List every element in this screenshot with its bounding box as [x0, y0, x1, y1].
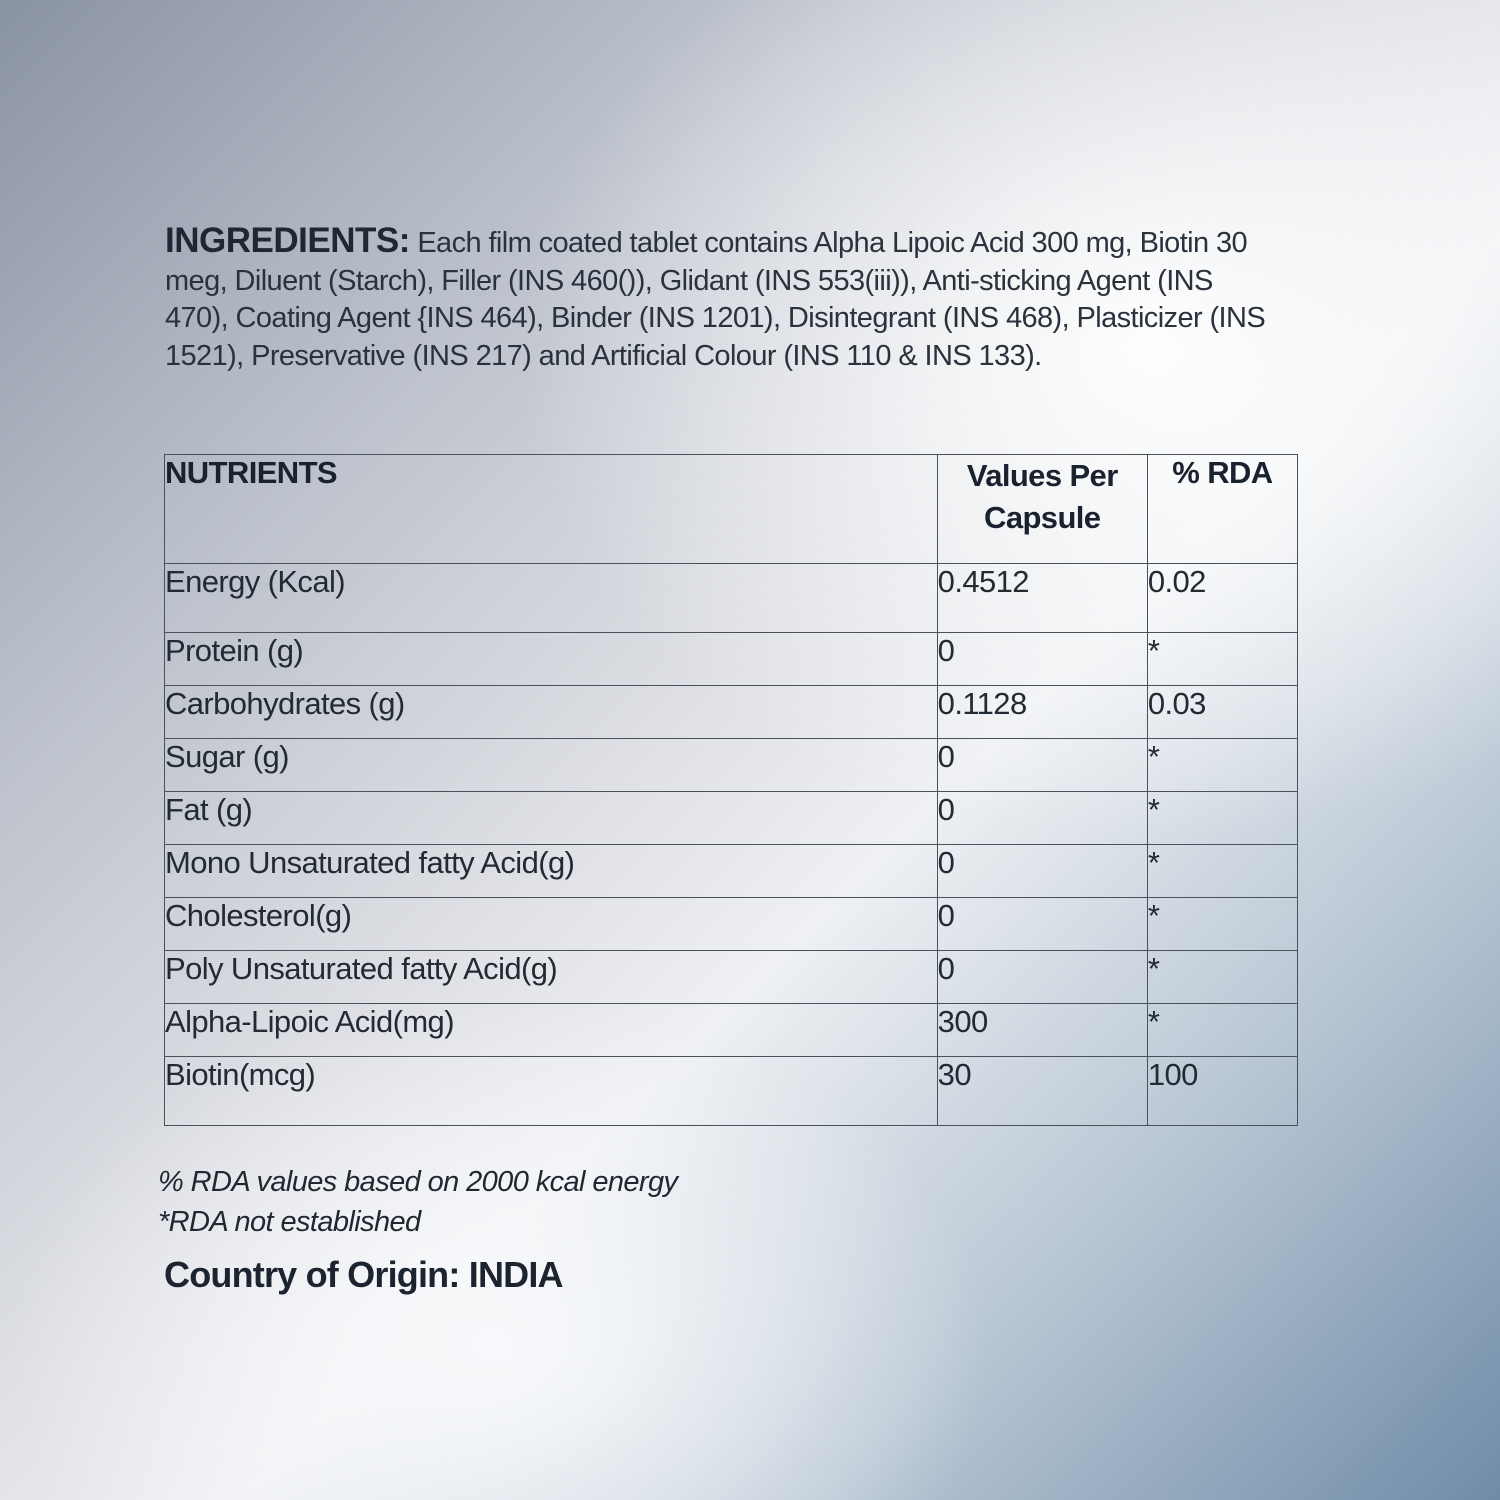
- footnote-rda-not-established: *RDA not established: [158, 1206, 421, 1238]
- table-row: [165, 633, 1298, 686]
- country-of-origin: Country of Origin: INDIA: [164, 1254, 563, 1295]
- nutrition-table: [164, 454, 1298, 1126]
- value-cell: 0: [937, 898, 1147, 951]
- ingredients-label: INGREDIENTS:: [165, 221, 410, 260]
- table-row: [165, 792, 1298, 845]
- rda-cell: *: [1147, 951, 1297, 1004]
- footnote-rda-basis: % RDA values based on 2000 kcal energy: [158, 1166, 678, 1198]
- value-cell: 0: [937, 633, 1147, 686]
- rda-cell: *: [1147, 845, 1297, 898]
- header-values-per-capsule: Values Per Capsule: [937, 455, 1147, 564]
- nutrient-cell: Protein (g): [165, 633, 938, 686]
- table-row: [165, 1057, 1298, 1126]
- ingredients-paragraph: [165, 222, 1275, 375]
- value-cell: 0: [937, 951, 1147, 1004]
- table-row: [165, 564, 1298, 633]
- header-nutrients: NUTRIENTS: [165, 455, 938, 564]
- nutrient-cell: Biotin(mcg): [165, 1057, 938, 1126]
- footnotes: [158, 1162, 677, 1242]
- table-row: [165, 686, 1298, 739]
- nutrient-cell: Sugar (g): [165, 739, 938, 792]
- rda-cell: 100: [1147, 1057, 1297, 1126]
- nutrient-cell: Poly Unsaturated fatty Acid(g): [165, 951, 938, 1004]
- header-rda: % RDA: [1147, 455, 1297, 564]
- value-cell: 0: [937, 792, 1147, 845]
- nutrient-cell: Fat (g): [165, 792, 938, 845]
- table-header-row: [165, 455, 1298, 564]
- nutrient-cell: Cholesterol(g): [165, 898, 938, 951]
- value-cell: 0: [937, 845, 1147, 898]
- table-row: [165, 1004, 1298, 1057]
- ingredients-text: Each film coated tablet contains Alpha Lipoic Acid 300 mg, Biotin 30 meg, Diluent (Starch), Filler (INS 460()), Glidant (INS 553(iii)), Anti-sticking Agent (INS 470), Coating Agent {INS 464), Binder (INS 1201), Disintegrant (INS 468), Plasticizer (INS 1521), Preservative (INS 217) and Artificial Colour (INS 110 & INS 133).: [165, 227, 1266, 372]
- rda-cell: *: [1147, 1004, 1297, 1057]
- table-row: [165, 898, 1298, 951]
- table-row: [165, 845, 1298, 898]
- value-cell: 0.1128: [937, 686, 1147, 739]
- rda-cell: *: [1147, 739, 1297, 792]
- rda-cell: *: [1147, 792, 1297, 845]
- nutrient-cell: Carbohydrates (g): [165, 686, 938, 739]
- table-row: [165, 739, 1298, 792]
- value-cell: 300: [937, 1004, 1147, 1057]
- value-cell: 0: [937, 739, 1147, 792]
- nutrient-cell: Energy (Kcal): [165, 564, 938, 633]
- rda-cell: *: [1147, 898, 1297, 951]
- nutrient-cell: Mono Unsaturated fatty Acid(g): [165, 845, 938, 898]
- value-cell: 30: [937, 1057, 1147, 1126]
- value-cell: 0.4512: [937, 564, 1147, 633]
- rda-cell: *: [1147, 633, 1297, 686]
- table-body: [165, 564, 1298, 1126]
- nutrient-cell: Alpha-Lipoic Acid(mg): [165, 1004, 938, 1057]
- table-row: [165, 951, 1298, 1004]
- rda-cell: 0.03: [1147, 686, 1297, 739]
- rda-cell: 0.02: [1147, 564, 1297, 633]
